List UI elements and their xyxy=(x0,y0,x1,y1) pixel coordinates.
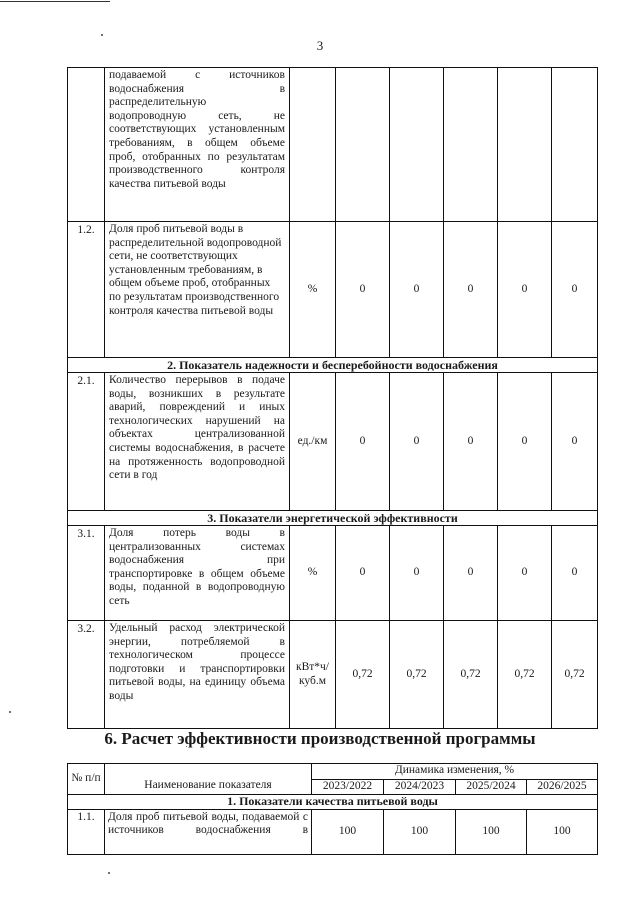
indicator-value xyxy=(390,68,444,222)
section-heading: 3. Показатели энергетической эффективности xyxy=(68,511,598,526)
table-row xyxy=(68,222,598,358)
row-number xyxy=(68,68,105,222)
indicator-value: 0,72 xyxy=(444,621,498,729)
table-header-row xyxy=(68,764,598,780)
indicator-unit: кВт*ч/ куб.м xyxy=(290,621,336,729)
table-row xyxy=(68,373,598,511)
indicator-value: 100 xyxy=(456,809,527,854)
indicator-name: Доля проб питьевой воды, подаваемой с источников водоснабжения в xyxy=(105,809,312,854)
indicator-value: 0 xyxy=(336,373,390,511)
section-heading-row xyxy=(68,794,598,809)
column-header-year: 2023/2022 xyxy=(312,780,384,795)
indicator-value: 0 xyxy=(390,222,444,358)
row-number: 3.2. xyxy=(68,621,105,729)
row-number: 2.1. xyxy=(68,373,105,511)
indicator-value: 0 xyxy=(498,222,552,358)
indicator-value xyxy=(552,68,598,222)
indicator-value: 0,72 xyxy=(390,621,444,729)
indicator-name: Доля проб питьевой воды в распределительной водопроводной сети, не соответствующих установленным требованиям, в общем объеме проб, отобранных по результатам производственного контроля качества питьевой воды xyxy=(105,222,290,358)
table-row xyxy=(68,621,598,729)
indicator-value xyxy=(336,68,390,222)
indicator-value: 0 xyxy=(552,222,598,358)
column-header-name: Наименование показателя xyxy=(105,764,312,795)
scan-speck xyxy=(108,872,110,874)
column-header-number: № п/п xyxy=(68,764,105,795)
indicator-unit xyxy=(290,68,336,222)
indicator-name: Доля потерь воды в централизованных системах водоснабжения при транспортировке в общем объеме воды, поданной в водопроводную сеть xyxy=(105,526,290,621)
table-row xyxy=(68,526,598,621)
column-header-year: 2025/2024 xyxy=(456,780,527,795)
indicator-value: 100 xyxy=(312,809,384,854)
column-header-year: 2026/2025 xyxy=(527,780,598,795)
column-header-year: 2024/2023 xyxy=(384,780,456,795)
corner-rule xyxy=(0,1,110,2)
indicator-name: Удельный расход электрической энергии, потребляемой в технологическом процессе подготовки и транспортировки питьевой воды, на единицу объема воды xyxy=(105,621,290,729)
indicator-value: 0,72 xyxy=(552,621,598,729)
indicator-value: 0 xyxy=(444,373,498,511)
indicator-value: 0 xyxy=(552,526,598,621)
table-row xyxy=(68,68,598,222)
indicator-value: 0,72 xyxy=(336,621,390,729)
indicator-value xyxy=(444,68,498,222)
row-number: 3.1. xyxy=(68,526,105,621)
indicator-value: 0 xyxy=(390,373,444,511)
indicator-name: подаваемой с источников водоснабжения в распределительную водопроводную сеть, не соответствующих установленным требованиям, в общем объеме проб, отобранных по результатам производственного контроля качества питьевой воды xyxy=(105,68,290,222)
table-row xyxy=(68,809,598,854)
indicator-value: 100 xyxy=(384,809,456,854)
page-number: 3 xyxy=(316,38,324,53)
indicator-value: 0 xyxy=(336,526,390,621)
section-heading: 2. Показатель надежности и бесперебойности водоснабжения xyxy=(68,358,598,373)
indicator-value: 100 xyxy=(527,809,598,854)
indicator-value: 0 xyxy=(498,526,552,621)
indicator-value: 0,72 xyxy=(498,621,552,729)
indicator-value: 0 xyxy=(444,222,498,358)
indicator-value: 0 xyxy=(336,222,390,358)
row-number: 1.2. xyxy=(68,222,105,358)
column-header-dynamics: Динамика изменения, % xyxy=(312,764,598,780)
indicator-name: Количество перерывов в подаче воды, возникших в результате аварий, повреждений и иных технологических нарушений на объектах централизованной системы водоснабжения, в расчете на протяженность водопроводной сети в год xyxy=(105,373,290,511)
indicator-unit: ед./км xyxy=(290,373,336,511)
efficiency-table xyxy=(67,763,598,855)
section-heading-row xyxy=(68,511,598,526)
indicator-value: 0 xyxy=(444,526,498,621)
indicator-value: 0 xyxy=(552,373,598,511)
indicator-value xyxy=(498,68,552,222)
indicator-value: 0 xyxy=(390,526,444,621)
indicator-value: 0 xyxy=(498,373,552,511)
row-number: 1.1. xyxy=(68,809,105,854)
section-title: 6. Расчет эффективности производственной программы xyxy=(104,729,536,748)
indicators-table xyxy=(67,67,598,729)
indicator-unit: % xyxy=(290,222,336,358)
indicator-unit: % xyxy=(290,526,336,621)
scan-speck xyxy=(101,34,103,36)
section-heading-row xyxy=(68,358,598,373)
scan-speck xyxy=(9,711,11,713)
section-heading: 1. Показатели качества питьевой воды xyxy=(68,794,598,809)
